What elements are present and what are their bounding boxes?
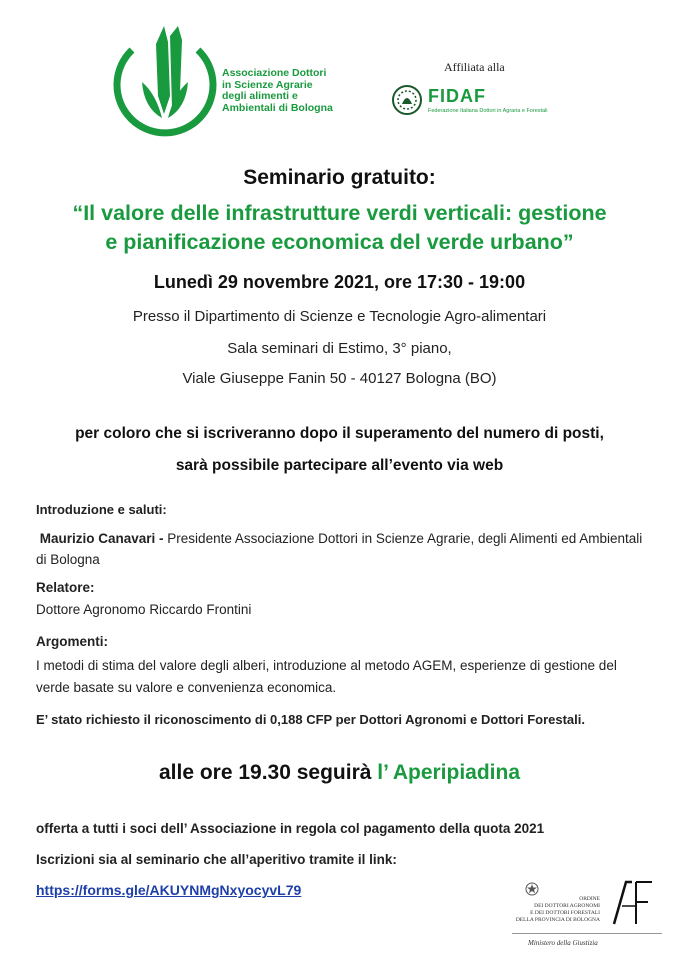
speaker-heading: Relatore: [36, 580, 95, 595]
association-name-line: Associazione Dottori [222, 67, 327, 79]
aperitivo-heading [0, 761, 679, 785]
fidaf-emblem-icon [391, 84, 423, 116]
association-name-line: degli alimenti e [222, 90, 298, 102]
fidaf-subtitle: Federazione Italiana Dottori in Agraria e Forestali [428, 108, 548, 114]
aperitivo-offer: offerta a tutti i soci dell’ Associazione in regola col pagamento della quota 2021 [36, 821, 545, 836]
seminar-title: Seminario gratuito: [243, 166, 436, 189]
venue-line: Viale Giuseppe Fanin 50 - 40127 Bologna (BO) [182, 370, 497, 387]
web-notice-line: sarà possibile partecipare all’evento via web [175, 457, 504, 474]
ordine-af-logo [610, 876, 656, 928]
intro-paragraph [36, 528, 646, 570]
intro-speaker-name: Maurizio Canavari - [39, 531, 164, 546]
ministero-label: Ministero della Giustizia [528, 939, 598, 947]
seminar-topic [0, 199, 679, 257]
topics-text: I metodi di stima del valore degli alberi, introduzione al metodo AGEM, esperienze di gestione del verde basate su valore e convenienza economica. [36, 658, 617, 695]
association-name-line: in Scienze Agrarie [222, 78, 313, 91]
ordine-name-line: DEI DOTTORI AGRONOMI [534, 903, 600, 909]
aperitivo-name: l’ Aperipiadina [377, 761, 521, 784]
intro-heading: Introduzione e saluti: [36, 502, 167, 517]
ordine-name [512, 896, 600, 924]
registration-link[interactable]: https://forms.gle/AKUYNMgNxyocyvL79 [36, 882, 302, 898]
intro-speaker-role: Presidente Associazione Dottori in Scienze Agrarie, degli Alimenti ed Ambientali di Bologna [36, 531, 643, 567]
ordine-name-line: E DEI DOTTORI FORESTALI [530, 910, 600, 916]
association-name-line: Ambientali di Bologna [222, 101, 333, 114]
registration-text: Iscrizioni sia al seminario che all’aperitivo tramite il link: [36, 852, 397, 867]
venue-line: Presso il Dipartimento di Scienze e Tecnologie Agro-alimentari [132, 308, 547, 325]
web-notice-line: per coloro che si iscriveranno dopo il superamento del numero di posti, [75, 425, 604, 442]
ordine-divider [512, 933, 662, 934]
seminar-date: Lunedì 29 novembre 2021, ore 17:30 - 19:00 [153, 272, 526, 292]
seminar-topic-line: e pianificazione economica del verde urbano” [105, 230, 574, 254]
association-logo [112, 22, 218, 140]
topics-heading: Argomenti: [36, 634, 108, 649]
seminar-topic-line: “Il valore delle infrastrutture verdi verticali: gestione [72, 201, 607, 225]
affiliation-label: Affiliata alla [444, 60, 505, 74]
ordine-name-line: ORDINE [579, 896, 600, 902]
fidaf-logo-text: FIDAF [428, 86, 486, 106]
cfp-notice: E’ stato richiesto il riconoscimento di 0,188 CFP per Dottori Agronomi e Dottori Forestali. [36, 712, 585, 727]
ordine-name-line: DELLA PROVINCIA DI BOLOGNA [515, 917, 600, 923]
venue-line: Sala seminari di Estimo, 3° piano, [227, 340, 452, 357]
association-name [222, 68, 382, 114]
speaker-name: Dottore Agronomo Riccardo Frontini [36, 602, 252, 617]
aperitivo-prefix: alle ore 19.30 seguirà [158, 761, 378, 784]
